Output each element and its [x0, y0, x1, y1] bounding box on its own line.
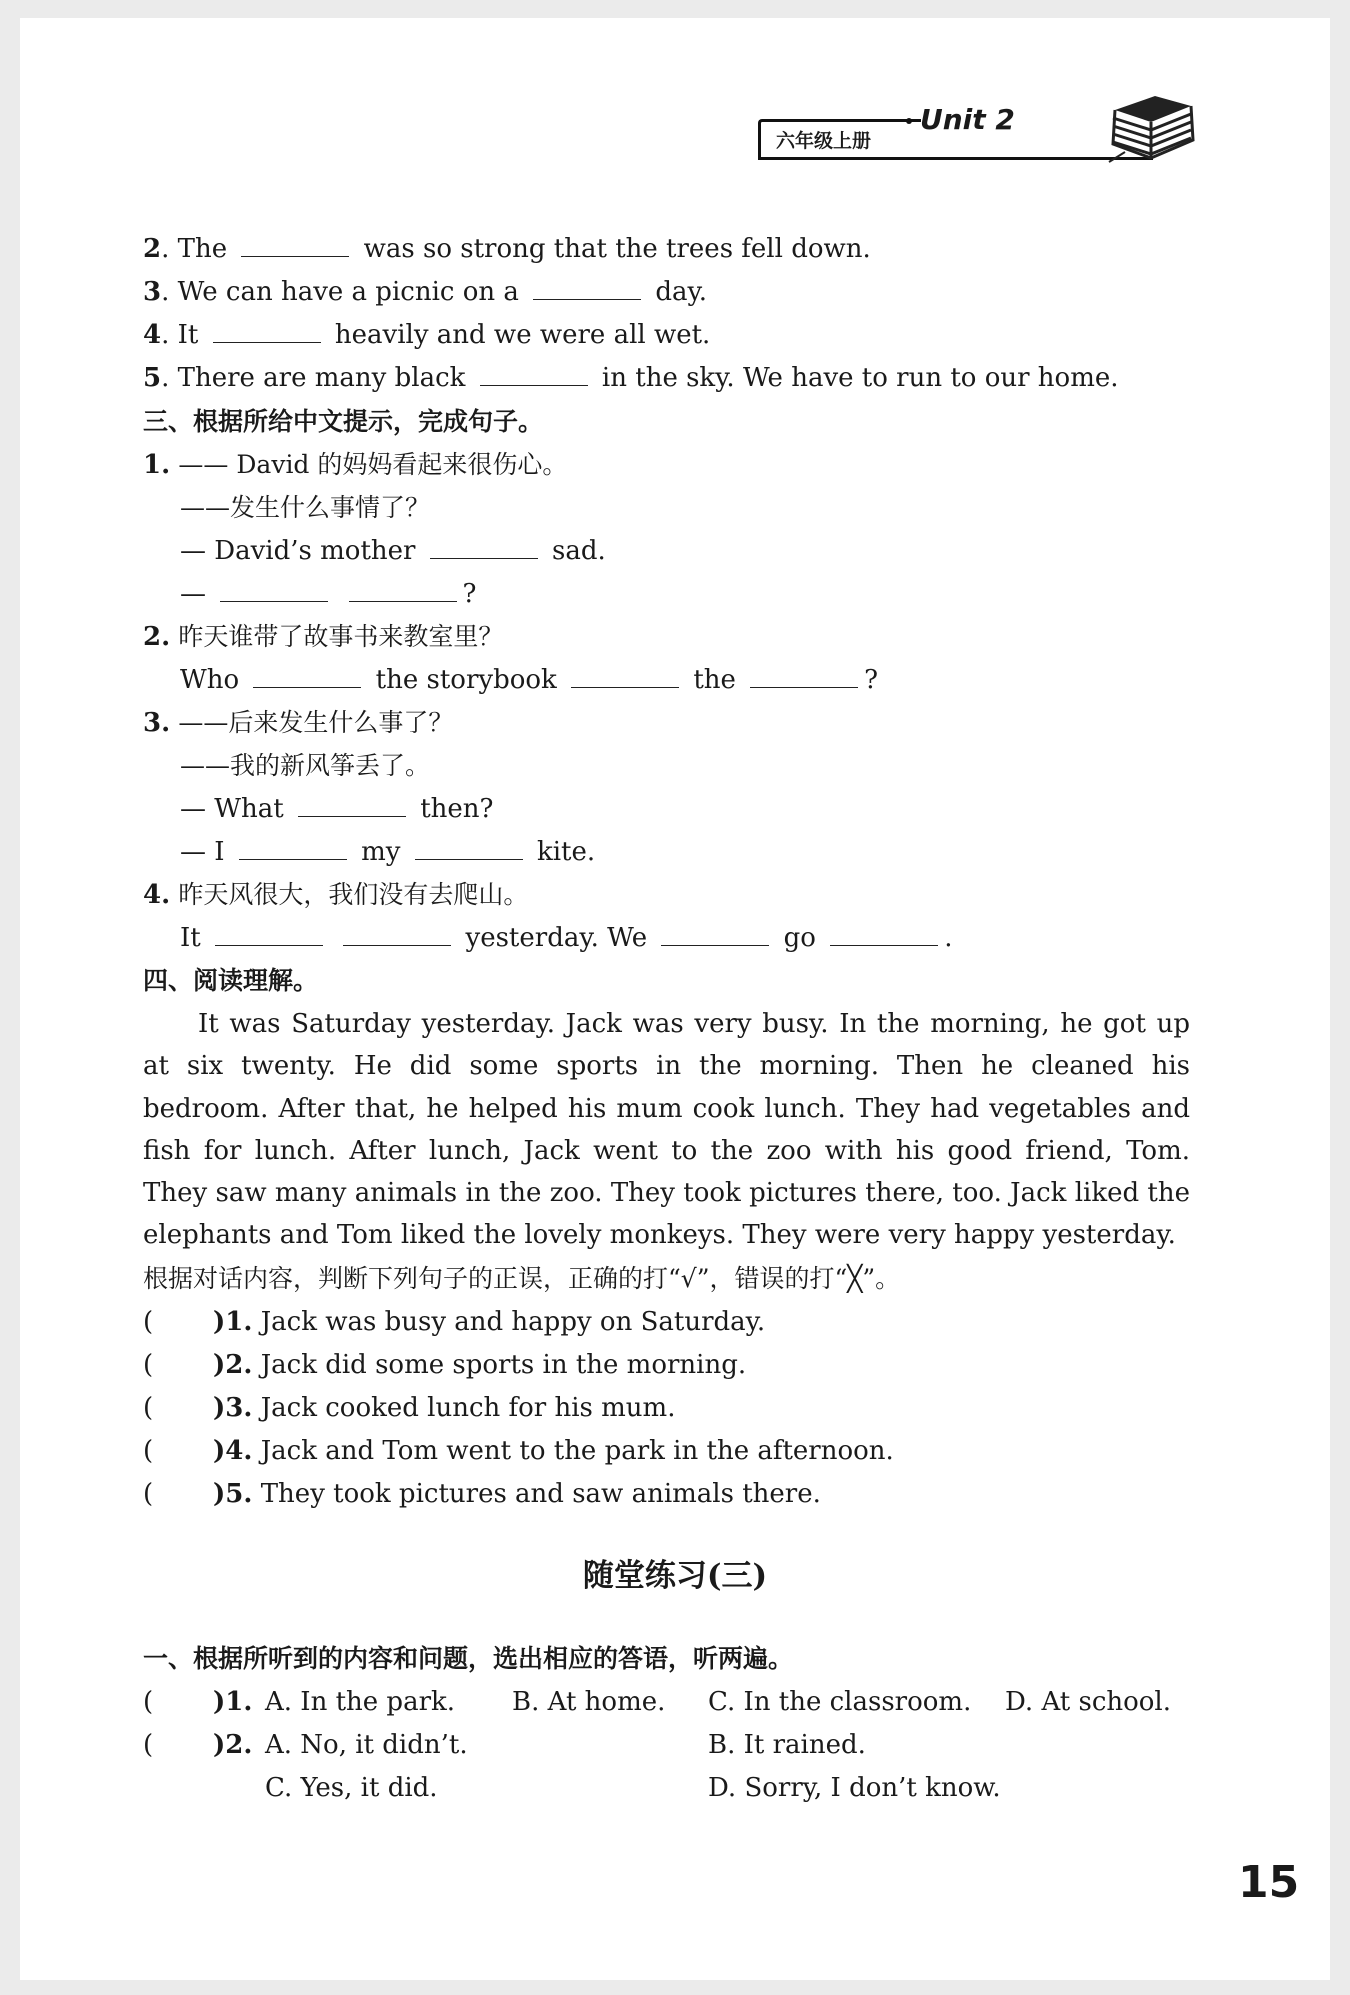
header-rule	[758, 157, 1153, 160]
chinese-prompt: —— David 的妈妈看起来很伤心。	[178, 450, 568, 479]
item-text-before: We can have a picnic on a	[177, 277, 519, 307]
sentence-part: the storybook	[375, 665, 557, 695]
item-number: 3.	[143, 708, 171, 738]
s3-q1-en2	[180, 579, 476, 610]
item-number: 2	[143, 234, 162, 264]
sentence-part: — I	[180, 837, 225, 867]
chinese-prompt: 昨天谁带了故事书来教室里？	[178, 622, 504, 651]
item-number: )2.	[213, 1350, 253, 1380]
books-icon	[1105, 92, 1195, 164]
sentence-part: .	[944, 923, 953, 953]
option-d[interactable]: D. At school.	[1005, 1687, 1172, 1717]
item-text-after: heavily and we were all wet.	[334, 320, 711, 350]
judge-item-1	[143, 1307, 765, 1338]
item-number: 1.	[143, 450, 171, 480]
option-a[interactable]: A. In the park.	[265, 1687, 456, 1717]
listen-item-1	[143, 1687, 252, 1718]
sentence-part: kite.	[536, 837, 596, 867]
sentence-part: sad.	[551, 536, 606, 566]
option-b[interactable]: B. At home.	[512, 1687, 666, 1717]
sentence-part: then?	[420, 794, 494, 824]
answer-paren[interactable]: (	[143, 1687, 154, 1717]
s3-q3-cn2: ——我的新风筝丢了。	[180, 751, 431, 780]
sentence-part: — David’s mother	[180, 536, 416, 566]
header-unit: Unit 2	[920, 103, 1015, 136]
item-number: 3	[143, 277, 162, 307]
workbook-page	[20, 18, 1330, 1980]
sentence-part: — What	[180, 794, 284, 824]
answer-paren[interactable]: (	[143, 1350, 154, 1380]
chinese-prompt: 昨天风很大，我们没有去爬山。	[178, 880, 529, 909]
answer-blank[interactable]	[750, 665, 858, 688]
sentence-part: yesterday. We	[465, 923, 648, 953]
option-c[interactable]: C. In the classroom.	[708, 1687, 972, 1717]
sentence-part: the	[693, 665, 736, 695]
fill-item-4: 4. It heavily and we were all wet.	[143, 320, 711, 350]
answer-blank[interactable]	[241, 234, 349, 257]
answer-paren[interactable]: (	[143, 1479, 154, 1509]
sentence-part: Who	[180, 665, 240, 695]
answer-paren[interactable]: (	[143, 1436, 154, 1466]
item-number: 4	[143, 320, 162, 350]
header-grade: 六年级上册	[776, 130, 872, 152]
s3-q3-en1	[180, 794, 493, 825]
judge-item-3	[143, 1393, 675, 1424]
option-a[interactable]: A. No, it didn’t.	[265, 1730, 468, 1760]
item-number: )2.	[213, 1730, 253, 1760]
s3-q2-en	[180, 665, 878, 696]
fill-item-5: 5. There are many black in the sky. We have to run to our home.	[143, 363, 1119, 393]
fill-item-2: 2. The was so strong that the trees fell down.	[143, 234, 871, 264]
judge-instruction: 根据对话内容，判断下列句子的正误，正确的打“√”，错误的打“╳”。	[143, 1264, 901, 1293]
section4-heading: 四、阅读理解。	[143, 966, 319, 995]
item-text-before: It	[177, 320, 199, 350]
chinese-prompt: ——后来发生什么事了？	[178, 708, 454, 737]
answer-blank[interactable]	[215, 923, 323, 946]
answer-blank[interactable]	[480, 363, 588, 386]
page-number: 15	[1238, 1857, 1300, 1908]
statement-text: They took pictures and saw animals there.	[260, 1479, 821, 1509]
answer-blank[interactable]	[239, 837, 347, 860]
answer-blank[interactable]	[533, 277, 641, 300]
item-number: )1.	[213, 1687, 253, 1717]
item-text-after: was so strong that the trees fell down.	[363, 234, 871, 264]
item-text-before: There are many black	[177, 363, 466, 393]
answer-blank[interactable]	[343, 923, 451, 946]
answer-blank[interactable]	[430, 536, 538, 559]
sentence-part: ?	[864, 665, 879, 695]
option-c[interactable]: C. Yes, it did.	[265, 1773, 438, 1803]
practice-heading: 一、根据所听到的内容和问题，选出相应的答语，听两遍。	[143, 1644, 794, 1673]
answer-paren[interactable]: (	[143, 1393, 154, 1423]
sentence-part: It	[180, 923, 201, 953]
item-number: )1.	[213, 1307, 253, 1337]
s3-q2-cn	[143, 622, 503, 653]
statement-text: Jack cooked lunch for his mum.	[260, 1393, 676, 1423]
sentence-part: ?	[462, 579, 477, 609]
answer-blank[interactable]	[220, 579, 328, 602]
answer-blank[interactable]	[415, 837, 523, 860]
s3-q4-en	[180, 923, 952, 954]
sentence-part: my	[361, 837, 401, 867]
reading-passage: It was Saturday yesterday. Jack was very busy. In the morning, he got up at six twenty. He did some sports in the morning. Then he cleaned his bedroom. After that, he helped his mum cook lunch. They had vegetables and fish for lunch. After lunch, Jack went to the zoo with his good friend, Tom. They saw many animals in the zoo. They took pictures there, too. Jack liked the elephants and Tom liked the lovely monkeys. They were very happy yesterday.	[143, 1009, 1190, 1251]
section3-heading: 三、根据所给中文提示，完成句子。	[143, 407, 544, 436]
judge-item-5	[143, 1479, 821, 1510]
judge-item-2	[143, 1350, 746, 1381]
judge-item-4	[143, 1436, 894, 1467]
option-b[interactable]: B. It rained.	[708, 1730, 866, 1760]
sentence-part: go	[783, 923, 816, 953]
answer-blank[interactable]	[571, 665, 679, 688]
item-text-after: day.	[655, 277, 708, 307]
statement-text: Jack was busy and happy on Saturday.	[260, 1307, 766, 1337]
answer-blank[interactable]	[253, 665, 361, 688]
item-number: )5.	[213, 1479, 253, 1509]
answer-blank[interactable]	[830, 923, 938, 946]
statement-text: Jack did some sports in the morning.	[260, 1350, 747, 1380]
s3-q1-cn1	[143, 450, 567, 481]
practice-title: 随堂练习(三)	[582, 1558, 768, 1594]
answer-paren[interactable]: (	[143, 1730, 154, 1760]
item-text-after: in the sky. We have to run to our home.	[601, 363, 1119, 393]
answer-blank[interactable]	[213, 320, 321, 343]
item-number: 4.	[143, 880, 171, 910]
answer-paren[interactable]: (	[143, 1307, 154, 1337]
s3-q1-cn2: ——发生什么事情了？	[180, 493, 431, 522]
answer-blank[interactable]	[661, 923, 769, 946]
s3-q3-cn1	[143, 708, 453, 739]
item-text-before: The	[177, 234, 228, 264]
option-d[interactable]: D. Sorry, I don’t know.	[708, 1773, 1001, 1803]
s3-q3-en2	[180, 837, 595, 868]
answer-blank[interactable]	[349, 579, 457, 602]
item-number: 5	[143, 363, 162, 393]
listen-item-2	[143, 1730, 252, 1761]
s3-q4-cn	[143, 880, 528, 911]
statement-text: Jack and Tom went to the park in the afternoon.	[260, 1436, 894, 1466]
s3-q1-en1	[180, 536, 606, 567]
answer-blank[interactable]	[298, 794, 406, 817]
item-number: )3.	[213, 1393, 253, 1423]
item-number: 2.	[143, 622, 171, 652]
fill-item-3: 3. We can have a picnic on a day.	[143, 277, 708, 307]
item-number: )4.	[213, 1436, 253, 1466]
header-dot	[906, 118, 912, 124]
sentence-part: —	[180, 579, 206, 609]
